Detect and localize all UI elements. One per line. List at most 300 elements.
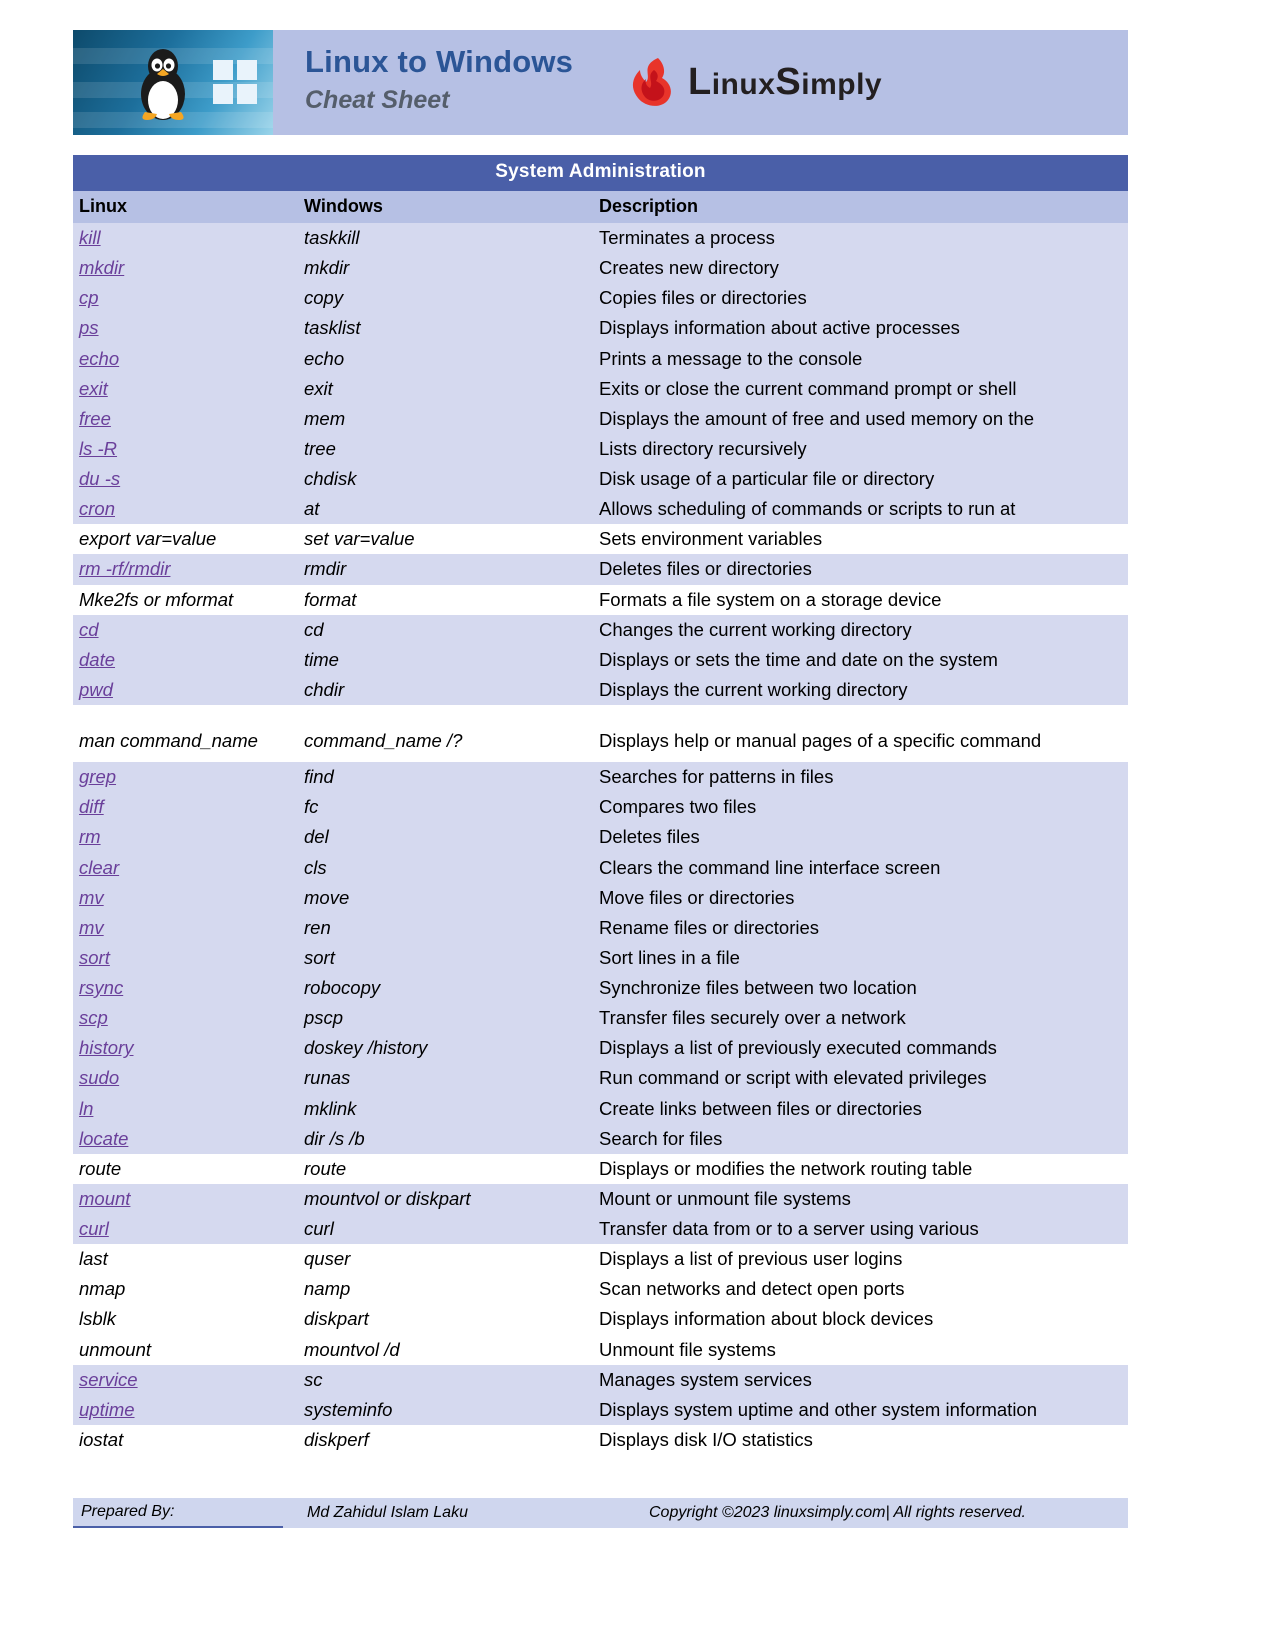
windows-command-cell <box>298 973 593 1003</box>
windows-command-text: rmdir <box>304 558 347 580</box>
windows-command-text: runas <box>304 1067 351 1089</box>
linux-command-cell[interactable] <box>73 973 298 1003</box>
windows-command-text: quser <box>304 1248 351 1270</box>
linuxsimply-flame-icon <box>628 56 674 110</box>
document-footer <box>73 1498 1128 1528</box>
linux-command-cell[interactable] <box>73 313 298 343</box>
description-text: Scan networks and detect open ports <box>599 1278 905 1300</box>
description-cell <box>593 374 1128 404</box>
windows-command-cell <box>298 223 593 253</box>
linux-command-cell <box>73 1425 298 1455</box>
table-row <box>73 883 1128 913</box>
description-cell <box>593 853 1128 883</box>
linux-command-link[interactable]: mkdir <box>79 257 125 279</box>
linux-command-cell[interactable] <box>73 344 298 374</box>
table-header-row <box>73 191 1128 223</box>
description-text: Sort lines in a file <box>599 946 740 968</box>
linux-command-cell[interactable] <box>73 1063 298 1093</box>
windows-command-text: sort <box>304 946 335 968</box>
windows-command-cell <box>298 434 593 464</box>
windows-command-cell <box>298 762 593 792</box>
table-row <box>73 585 1128 615</box>
linux-command-cell <box>73 1244 298 1274</box>
linux-command-cell[interactable] <box>73 404 298 434</box>
windows-command-text: mountvol or diskpart <box>304 1187 471 1209</box>
linux-windows-logo <box>73 30 273 135</box>
windows-command-cell <box>298 883 593 913</box>
description-cell <box>593 973 1128 1003</box>
description-text: Displays help or manual pages of a specific command <box>599 730 1042 751</box>
linux-command-cell <box>73 1335 298 1365</box>
description-cell <box>593 792 1128 822</box>
linux-command-cell <box>73 1154 298 1184</box>
description-text: Transfer data from or to a server using various <box>599 1218 979 1239</box>
linux-command-link[interactable]: locate <box>79 1127 129 1149</box>
linux-command-link[interactable]: service <box>79 1368 138 1390</box>
linux-command-text: man command_name <box>79 730 258 751</box>
description-text: Displays or sets the time and date on the system <box>599 648 998 670</box>
windows-command-text: chdir <box>304 678 345 700</box>
description-cell <box>593 1214 1128 1244</box>
table-row <box>73 1094 1128 1124</box>
table-row <box>73 1304 1128 1334</box>
linux-command-link[interactable]: rm -rf/rmdir <box>79 558 171 580</box>
description-cell <box>593 404 1128 434</box>
linux-command-link[interactable]: ls -R <box>79 437 118 459</box>
description-cell <box>593 1304 1128 1334</box>
linux-command-link[interactable]: scp <box>79 1007 108 1029</box>
description-cell <box>593 344 1128 374</box>
description-cell <box>593 253 1128 283</box>
windows-command-text: curl <box>304 1218 334 1239</box>
header-titles <box>273 30 618 135</box>
windows-command-text: mem <box>304 407 346 429</box>
windows-command-cell <box>298 253 593 283</box>
description-cell <box>593 313 1128 343</box>
description-text: Changes the current working directory <box>599 618 912 640</box>
description-cell <box>593 719 1128 762</box>
commands-table-wrapper <box>73 155 1128 1455</box>
description-text: Displays a list of previously executed commands <box>599 1037 997 1059</box>
description-cell <box>593 1124 1128 1154</box>
table-row <box>73 762 1128 792</box>
table-row <box>73 943 1128 973</box>
table-body <box>73 223 1128 1455</box>
description-text: Displays or modifies the network routing table <box>599 1157 973 1179</box>
linux-command-cell[interactable] <box>73 822 298 852</box>
linux-command-link[interactable]: exit <box>79 377 108 399</box>
table-row <box>73 1214 1128 1244</box>
description-cell <box>593 1003 1128 1033</box>
table-row <box>73 853 1128 883</box>
description-cell <box>593 1274 1128 1304</box>
description-cell <box>593 554 1128 584</box>
windows-command-cell <box>298 344 593 374</box>
table-row <box>73 1365 1128 1395</box>
description-text: Create links between files or directories <box>599 1097 922 1119</box>
description-cell <box>593 943 1128 973</box>
description-cell <box>593 283 1128 313</box>
windows-command-text: del <box>304 826 329 848</box>
table-row <box>73 1274 1128 1304</box>
description-text: Displays system uptime and other system information <box>599 1398 1038 1420</box>
linux-command-cell[interactable] <box>73 792 298 822</box>
column-header-linux: Linux <box>73 191 298 223</box>
linux-command-link[interactable]: rsync <box>79 977 124 998</box>
windows-command-cell <box>298 913 593 943</box>
description-cell <box>593 1365 1128 1395</box>
windows-command-text: sc <box>304 1368 323 1390</box>
windows-command-cell <box>298 1395 593 1425</box>
linux-command-cell[interactable] <box>73 223 298 253</box>
document-header <box>73 30 1128 135</box>
table-row <box>73 404 1128 434</box>
description-cell <box>593 615 1128 645</box>
linux-command-link[interactable]: mv <box>79 916 104 938</box>
author-name: Md Zahidul Islam Laku <box>307 1504 468 1521</box>
linux-command-text: last <box>79 1248 108 1270</box>
windows-command-cell <box>298 494 593 524</box>
windows-command-text: pscp <box>304 1007 344 1029</box>
table-row <box>73 1003 1128 1033</box>
linux-command-cell[interactable] <box>73 1033 298 1063</box>
table-row <box>73 313 1128 343</box>
table-row <box>73 524 1128 554</box>
windows-command-cell <box>298 1214 593 1244</box>
linux-command-link[interactable]: mount <box>79 1187 131 1209</box>
description-cell <box>593 1033 1128 1063</box>
linux-command-link[interactable]: history <box>79 1037 134 1059</box>
windows-command-cell <box>298 313 593 343</box>
column-header-windows: Windows <box>298 191 593 223</box>
linux-command-link[interactable]: clear <box>79 856 120 878</box>
windows-command-cell <box>298 853 593 883</box>
linux-command-cell[interactable] <box>73 434 298 464</box>
windows-logo-icon <box>213 60 257 104</box>
windows-command-text: diskperf <box>304 1428 369 1450</box>
linux-command-cell[interactable] <box>73 1094 298 1124</box>
windows-command-cell <box>298 792 593 822</box>
description-text: Displays the current working directory <box>599 678 908 700</box>
description-cell <box>593 524 1128 554</box>
linux-command-link[interactable]: cp <box>79 287 99 309</box>
linux-command-cell[interactable] <box>73 1124 298 1154</box>
linux-command-link[interactable]: kill <box>79 227 101 248</box>
section-title: System Administration <box>73 155 1128 191</box>
windows-command-cell <box>298 1335 593 1365</box>
windows-command-text: mkdir <box>304 257 350 279</box>
table-row <box>73 1244 1128 1274</box>
brand-L: L <box>688 61 712 103</box>
linux-command-text: unmount <box>79 1338 151 1360</box>
linux-command-link[interactable]: free <box>79 407 111 429</box>
linux-command-cell <box>73 1274 298 1304</box>
linux-command-cell[interactable] <box>73 615 298 645</box>
windows-command-text: command_name /? <box>304 730 463 751</box>
table-spacer-row <box>73 705 1128 719</box>
windows-command-cell <box>298 1154 593 1184</box>
windows-command-cell <box>298 1425 593 1455</box>
linux-command-link[interactable]: sudo <box>79 1067 120 1089</box>
windows-command-text: format <box>304 588 357 610</box>
linux-command-cell[interactable] <box>73 253 298 283</box>
linux-command-link[interactable]: date <box>79 648 116 670</box>
windows-command-cell <box>298 615 593 645</box>
page-subtitle: Cheat Sheet <box>305 85 450 114</box>
description-text: Synchronize files between two location <box>599 977 917 998</box>
windows-command-cell <box>298 719 593 762</box>
description-cell <box>593 1184 1128 1214</box>
windows-command-text: set var=value <box>304 528 415 550</box>
description-text: Deletes files <box>599 826 700 848</box>
windows-command-text: route <box>304 1157 347 1179</box>
linux-command-text: route <box>79 1157 122 1179</box>
brand-name <box>688 61 882 104</box>
windows-command-cell <box>298 1365 593 1395</box>
table-row <box>73 344 1128 374</box>
description-text: Prints a message to the console <box>599 347 863 369</box>
linux-command-link[interactable]: sort <box>79 946 110 968</box>
linux-command-cell[interactable] <box>73 554 298 584</box>
windows-command-text: taskkill <box>304 227 360 248</box>
table-row <box>73 554 1128 584</box>
windows-command-text: diskpart <box>304 1308 369 1330</box>
linux-command-link[interactable]: ps <box>79 317 99 339</box>
table-row <box>73 223 1128 253</box>
table-row <box>73 1033 1128 1063</box>
brand-S: S <box>775 61 802 103</box>
windows-command-cell <box>298 404 593 434</box>
linux-command-cell[interactable] <box>73 913 298 943</box>
description-cell <box>593 1395 1128 1425</box>
table-row <box>73 1063 1128 1093</box>
linux-command-link[interactable]: ln <box>79 1097 94 1119</box>
description-cell <box>593 1244 1128 1274</box>
table-row <box>73 645 1128 675</box>
linux-command-cell[interactable] <box>73 1365 298 1395</box>
windows-command-text: move <box>304 886 350 908</box>
description-text: Search for files <box>599 1127 723 1149</box>
windows-command-cell <box>298 524 593 554</box>
windows-command-text: doskey /history <box>304 1037 428 1059</box>
windows-command-text: ren <box>304 916 331 938</box>
table-row <box>73 1335 1128 1365</box>
description-cell <box>593 1094 1128 1124</box>
linux-command-cell[interactable] <box>73 283 298 313</box>
linux-command-link[interactable]: cd <box>79 618 99 640</box>
description-text: Displays a list of previous user logins <box>599 1248 903 1270</box>
table-row <box>73 374 1128 404</box>
description-text: Formats a file system on a storage device <box>599 588 942 610</box>
linux-command-cell[interactable] <box>73 943 298 973</box>
description-cell <box>593 1425 1128 1455</box>
table-row <box>73 1184 1128 1214</box>
windows-command-cell <box>298 1274 593 1304</box>
linux-command-link[interactable]: pwd <box>79 678 113 700</box>
windows-command-text: dir /s /b <box>304 1127 365 1149</box>
linux-command-link[interactable]: du -s <box>79 468 121 489</box>
description-text: Move files or directories <box>599 886 795 908</box>
description-text: Terminates a process <box>599 227 775 248</box>
table-row <box>73 1395 1128 1425</box>
windows-command-text: cls <box>304 856 327 878</box>
description-text: Clears the command line interface screen <box>599 856 941 878</box>
table-row <box>73 494 1128 524</box>
windows-command-cell <box>298 1184 593 1214</box>
linux-command-cell[interactable] <box>73 464 298 494</box>
linux-command-text: lsblk <box>79 1308 117 1330</box>
windows-command-cell <box>298 554 593 584</box>
linux-command-link[interactable]: rm <box>79 826 101 848</box>
table-row <box>73 1154 1128 1184</box>
description-cell <box>593 762 1128 792</box>
linux-command-cell[interactable] <box>73 1003 298 1033</box>
description-text: Displays disk I/O statistics <box>599 1428 813 1450</box>
windows-command-cell <box>298 464 593 494</box>
linux-command-cell[interactable] <box>73 883 298 913</box>
windows-command-cell <box>298 675 593 705</box>
table-row <box>73 913 1128 943</box>
description-cell <box>593 223 1128 253</box>
description-text: Mount or unmount file systems <box>599 1187 851 1209</box>
linux-command-link[interactable]: uptime <box>79 1398 135 1420</box>
windows-command-cell <box>298 1304 593 1334</box>
table-row <box>73 719 1128 762</box>
description-text: Displays the amount of free and used memory on the <box>599 407 1034 429</box>
brand-imply: imply <box>801 68 883 101</box>
linux-command-link[interactable]: mv <box>79 886 104 908</box>
linux-command-cell[interactable] <box>73 853 298 883</box>
windows-command-text: at <box>304 498 320 520</box>
description-cell <box>593 822 1128 852</box>
description-text: Unmount file systems <box>599 1338 776 1360</box>
windows-command-text: find <box>304 766 334 788</box>
linux-command-cell <box>73 585 298 615</box>
table-row <box>73 1124 1128 1154</box>
linux-command-cell <box>73 524 298 554</box>
linux-command-cell <box>73 719 298 762</box>
windows-command-cell <box>298 645 593 675</box>
brand-logo <box>618 30 1128 135</box>
description-text: Transfer files securely over a network <box>599 1007 906 1029</box>
description-cell <box>593 645 1128 675</box>
linux-command-link[interactable]: echo <box>79 347 120 369</box>
windows-command-text: systeminfo <box>304 1398 393 1420</box>
linux-command-cell[interactable] <box>73 675 298 705</box>
description-cell <box>593 1063 1128 1093</box>
linux-command-cell <box>73 1304 298 1334</box>
windows-command-text: mklink <box>304 1097 357 1119</box>
windows-command-cell <box>298 283 593 313</box>
description-cell <box>593 585 1128 615</box>
description-text: Lists directory recursively <box>599 437 807 459</box>
windows-command-cell <box>298 1063 593 1093</box>
description-text: Displays information about active processes <box>599 317 960 339</box>
description-cell <box>593 675 1128 705</box>
prepared-by-label: Prepared By: <box>73 1498 283 1528</box>
linux-command-cell[interactable] <box>73 1395 298 1425</box>
description-text: Copies files or directories <box>599 287 807 309</box>
linux-command-text: Mke2fs or mformat <box>79 588 234 610</box>
description-text: Manages system services <box>599 1368 812 1390</box>
windows-command-text: copy <box>304 287 344 309</box>
windows-command-text: tasklist <box>304 317 361 339</box>
description-cell <box>593 1154 1128 1184</box>
table-row <box>73 675 1128 705</box>
windows-command-text: echo <box>304 347 345 369</box>
linux-command-text: iostat <box>79 1428 124 1450</box>
linux-command-cell[interactable] <box>73 374 298 404</box>
description-text: Rename files or directories <box>599 916 820 938</box>
windows-command-cell <box>298 585 593 615</box>
linux-command-link[interactable]: grep <box>79 766 117 788</box>
table-row <box>73 434 1128 464</box>
description-text: Displays information about block devices <box>599 1308 934 1330</box>
description-cell <box>593 883 1128 913</box>
table-row <box>73 822 1128 852</box>
table-row <box>73 1425 1128 1455</box>
table-row <box>73 792 1128 822</box>
linux-command-link[interactable]: curl <box>79 1218 109 1239</box>
windows-command-cell <box>298 1003 593 1033</box>
linux-command-cell[interactable] <box>73 645 298 675</box>
windows-command-text: fc <box>304 796 319 818</box>
linux-command-text: nmap <box>79 1278 126 1300</box>
description-cell <box>593 434 1128 464</box>
windows-command-cell <box>298 374 593 404</box>
commands-table <box>73 191 1128 1455</box>
description-text: Run command or script with elevated privileges <box>599 1067 987 1089</box>
windows-command-text: namp <box>304 1278 351 1300</box>
windows-command-text: robocopy <box>304 977 381 998</box>
table-row <box>73 464 1128 494</box>
description-text: Sets environment variables <box>599 528 823 550</box>
linux-command-cell[interactable] <box>73 1214 298 1244</box>
description-text: Exits or close the current command prompt or shell <box>599 377 1017 399</box>
description-cell <box>593 494 1128 524</box>
description-text: Disk usage of a particular file or directory <box>599 468 935 489</box>
linux-command-text: export var=value <box>79 528 217 550</box>
table-row <box>73 283 1128 313</box>
windows-command-text: tree <box>304 437 336 459</box>
page-title: Linux to Windows <box>305 44 574 79</box>
description-cell <box>593 464 1128 494</box>
column-header-description: Description <box>593 191 1128 223</box>
table-row <box>73 615 1128 645</box>
linux-command-link[interactable]: diff <box>79 796 104 818</box>
linux-command-cell[interactable] <box>73 762 298 792</box>
spacer-cell <box>73 705 1128 719</box>
windows-command-text: cd <box>304 618 324 640</box>
description-text: Searches for patterns in files <box>599 766 834 788</box>
linux-command-cell[interactable] <box>73 1184 298 1214</box>
description-cell <box>593 1335 1128 1365</box>
windows-command-text: mountvol /d <box>304 1338 400 1360</box>
description-text: Compares two files <box>599 796 757 818</box>
brand-inux: inux <box>711 68 776 101</box>
windows-command-text: exit <box>304 377 333 399</box>
linux-penguin-icon <box>131 44 195 122</box>
description-cell <box>593 913 1128 943</box>
description-text: Deletes files or directories <box>599 558 812 580</box>
windows-command-cell <box>298 822 593 852</box>
linux-command-cell[interactable] <box>73 494 298 524</box>
description-text: Creates new directory <box>599 257 779 279</box>
windows-command-cell <box>298 1244 593 1274</box>
windows-command-text: chdisk <box>304 468 357 489</box>
linux-command-link[interactable]: cron <box>79 498 115 520</box>
description-text: Allows scheduling of commands or scripts to run at <box>599 498 1016 520</box>
